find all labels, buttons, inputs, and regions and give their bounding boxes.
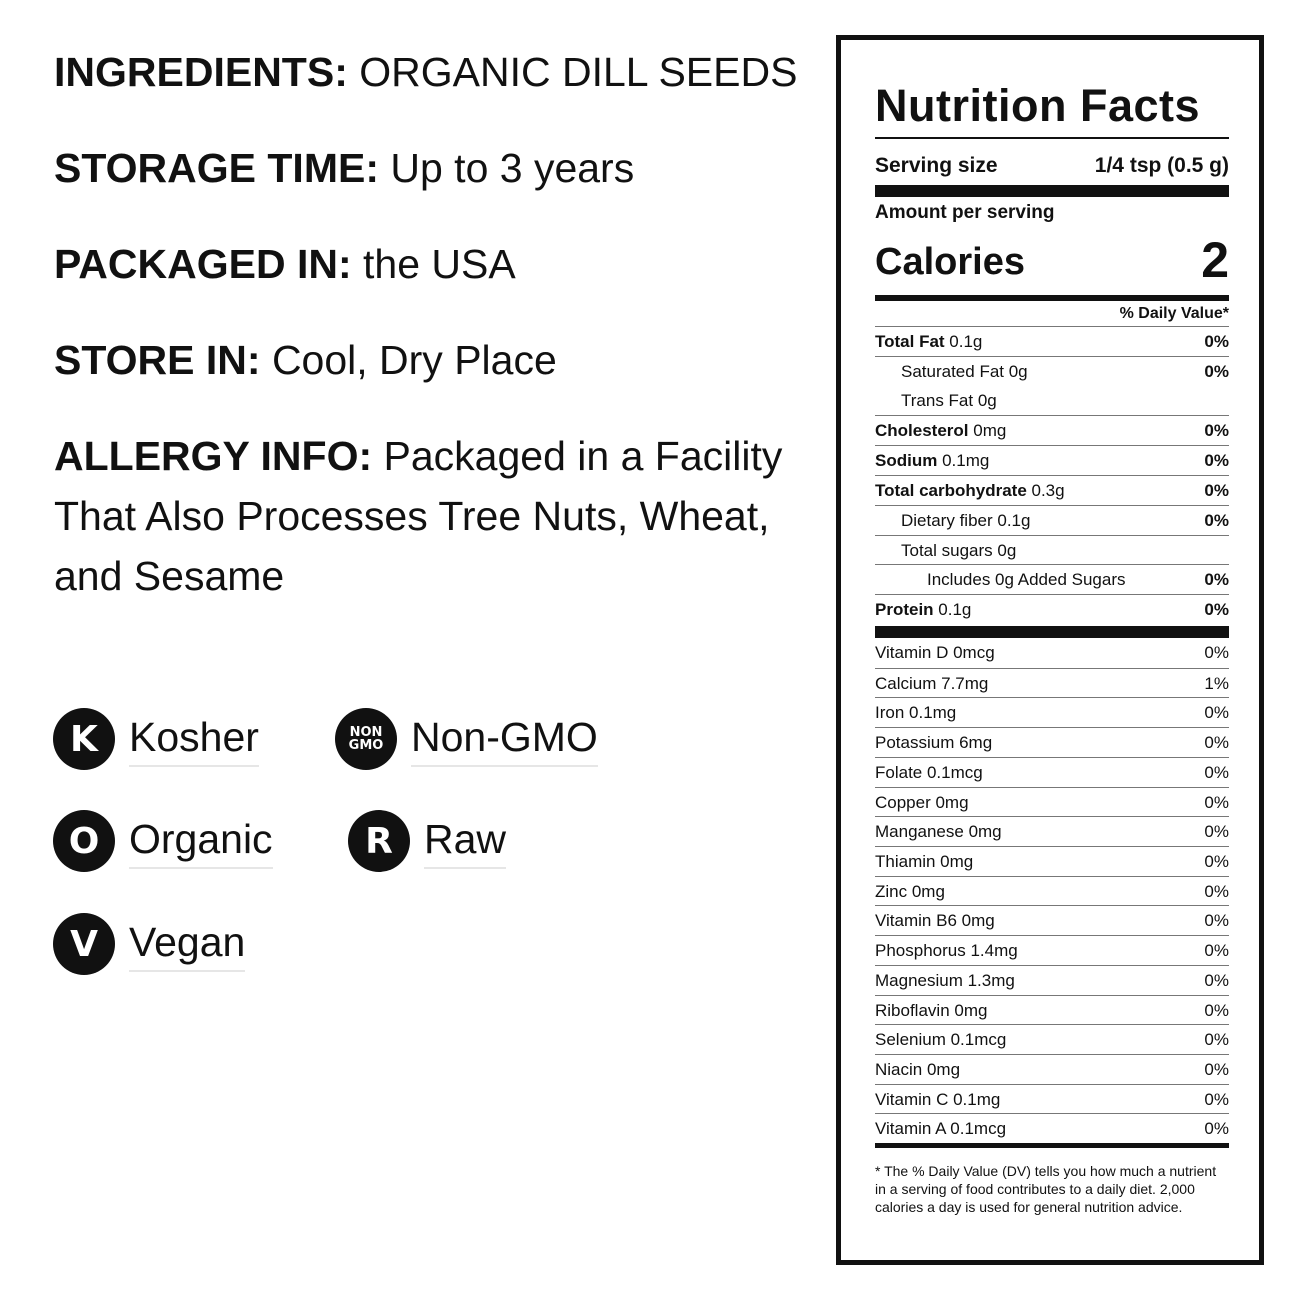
vitamin-row: Manganese 0mg 0% bbox=[875, 816, 1229, 846]
amount-per-serving: Amount per serving bbox=[875, 202, 1055, 223]
daily-value-footnote: * The % Daily Value (DV) tells you how much a nutrient in a serving of food contributes to a daily diet. 2,000 calories a day is used for general nutrition advice. bbox=[875, 1163, 1217, 1215]
non-gmo-icon: NON GMO bbox=[335, 708, 397, 770]
badge-organic bbox=[53, 810, 273, 872]
ingredients-line bbox=[54, 42, 797, 102]
ingredients-label: INGREDIENTS: bbox=[54, 49, 348, 95]
store-in-value: Cool, Dry Place bbox=[260, 337, 557, 383]
vitamin-row: Niacin 0mg 0% bbox=[875, 1054, 1229, 1084]
non-gmo-label: Non-GMO bbox=[411, 711, 598, 767]
packaged-in-value: the USA bbox=[351, 241, 516, 287]
serving-size-value: 1/4 tsp (0.5 g) bbox=[1094, 154, 1229, 177]
vegan-label: Vegan bbox=[129, 916, 245, 972]
divider bbox=[875, 137, 1229, 139]
vitamin-row: Magnesium 1.3mg 0% bbox=[875, 965, 1229, 995]
nutrient-row: Total Fat 0.1g 0% bbox=[875, 326, 1229, 356]
vegan-icon: V bbox=[53, 913, 115, 975]
divider-medium bbox=[875, 295, 1229, 301]
organic-label: Organic bbox=[129, 813, 273, 869]
packaged-in-label: PACKAGED IN: bbox=[54, 241, 352, 287]
serving-size-row bbox=[875, 148, 1229, 184]
organic-icon: O bbox=[53, 810, 115, 872]
storage-time-label: STORAGE TIME: bbox=[54, 145, 379, 191]
allergy-value: Packaged in a Facility That Also Processes Tree Nuts, Wheat, and Sesame bbox=[54, 433, 783, 599]
vitamin-row: Riboflavin 0mg 0% bbox=[875, 995, 1229, 1025]
nutrient-row: Includes 0g Added Sugars 0% bbox=[875, 564, 1229, 594]
serving-size-label: Serving size bbox=[875, 154, 998, 177]
raw-icon: R bbox=[348, 810, 410, 872]
ingredients-value: ORGANIC DILL SEEDS bbox=[347, 49, 798, 95]
calories-label: Calories bbox=[875, 241, 1025, 283]
calories-row bbox=[875, 232, 1229, 288]
packaged-in-line bbox=[54, 234, 516, 294]
allergy-info bbox=[54, 426, 824, 606]
vitamin-row: Folate 0.1mcg 0% bbox=[875, 757, 1229, 787]
storage-time-line bbox=[54, 138, 634, 198]
nutrient-row: Saturated Fat 0g 0% bbox=[875, 356, 1229, 386]
raw-label: Raw bbox=[424, 813, 506, 869]
store-in-line bbox=[54, 330, 557, 390]
divider-thick bbox=[875, 185, 1229, 197]
store-in-label: STORE IN: bbox=[54, 337, 261, 383]
nutrient-row: Total carbohydrate 0.3g 0% bbox=[875, 475, 1229, 505]
badge-vegan bbox=[53, 913, 245, 975]
vitamin-row: Vitamin C 0.1mg 0% bbox=[875, 1084, 1229, 1114]
kosher-icon: K bbox=[53, 708, 115, 770]
badge-non-gmo bbox=[335, 708, 598, 770]
vitamin-row: Selenium 0.1mcg 0% bbox=[875, 1024, 1229, 1054]
nutrient-row: Protein 0.1g 0% bbox=[875, 594, 1229, 624]
allergy-label: ALLERGY INFO: bbox=[54, 433, 373, 479]
nutrient-row: Dietary fiber 0.1g 0% bbox=[875, 505, 1229, 535]
nutrient-row: Sodium 0.1mg 0% bbox=[875, 445, 1229, 475]
nutrition-facts-panel bbox=[836, 35, 1264, 1265]
vitamin-row: Vitamin D 0mcg 0% bbox=[875, 642, 1229, 662]
nutrient-row: Trans Fat 0g bbox=[901, 390, 997, 410]
nutrient-row: Cholesterol 0mg 0% bbox=[875, 415, 1229, 445]
vitamin-row: Zinc 0mg 0% bbox=[875, 876, 1229, 906]
daily-value-header: % Daily Value* bbox=[1119, 305, 1229, 322]
calories-value: 2 bbox=[1201, 232, 1229, 288]
badge-kosher bbox=[53, 708, 259, 770]
storage-time-value: Up to 3 years bbox=[378, 145, 635, 191]
divider-medium bbox=[875, 1143, 1229, 1148]
kosher-label: Kosher bbox=[129, 711, 259, 767]
divider-thick bbox=[875, 626, 1229, 638]
nutrition-facts-title: Nutrition Facts bbox=[875, 80, 1201, 131]
vitamin-row: Potassium 6mg 0% bbox=[875, 727, 1229, 757]
badge-raw bbox=[348, 810, 506, 872]
vitamin-row: Iron 0.1mg 0% bbox=[875, 697, 1229, 727]
vitamin-row: Vitamin B6 0mg 0% bbox=[875, 905, 1229, 935]
vitamin-row: Calcium 7.7mg 1% bbox=[875, 668, 1229, 698]
vitamin-row: Copper 0mg 0% bbox=[875, 787, 1229, 817]
vitamin-row: Thiamin 0mg 0% bbox=[875, 846, 1229, 876]
nutrient-row: Total sugars 0g bbox=[875, 535, 1229, 565]
vitamin-row: Phosphorus 1.4mg 0% bbox=[875, 935, 1229, 965]
vitamin-row: Vitamin A 0.1mcg 0% bbox=[875, 1113, 1229, 1143]
